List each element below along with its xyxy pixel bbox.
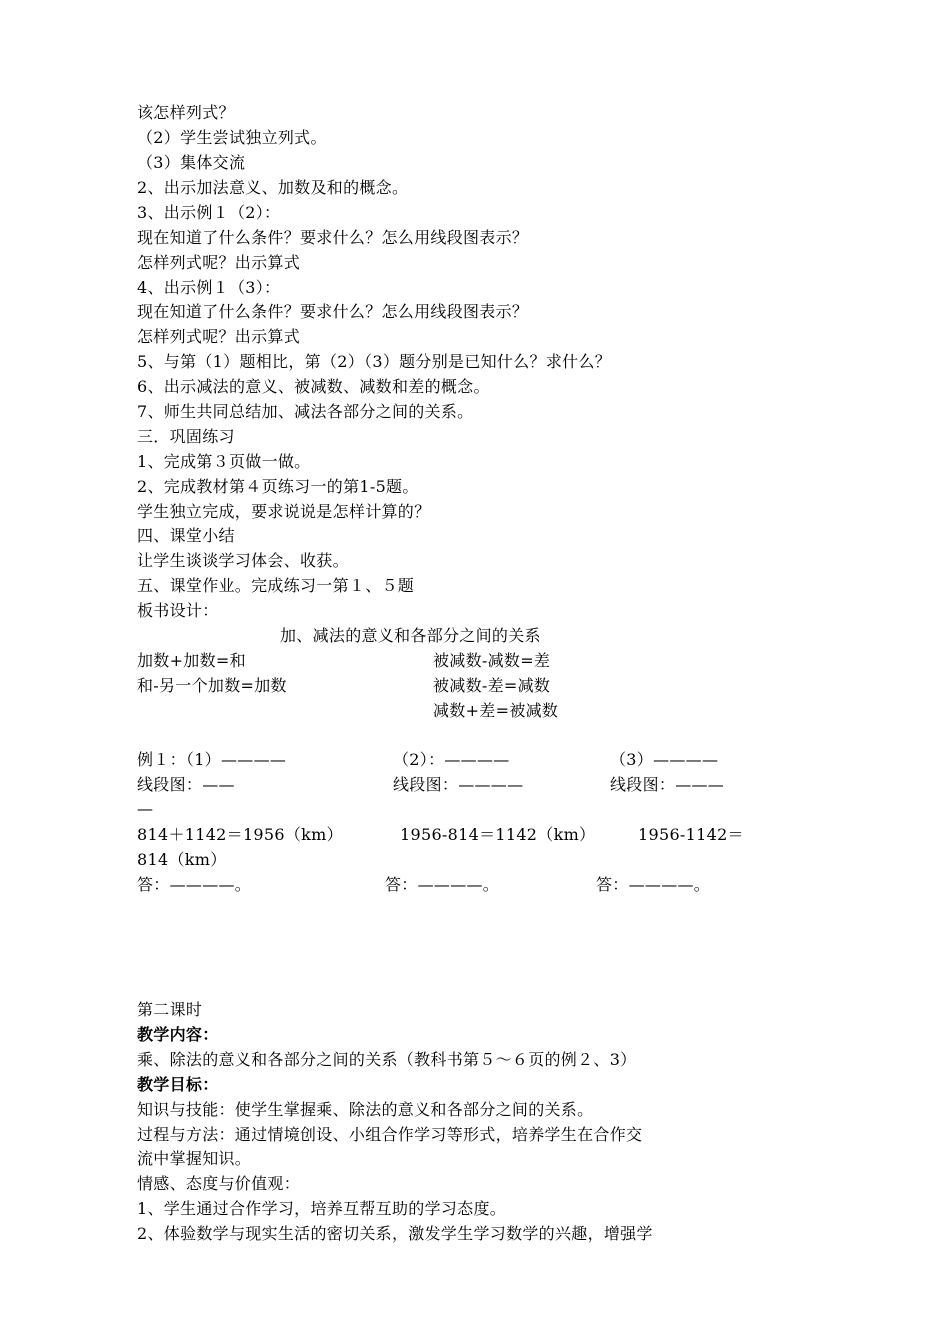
text-line: 乘、除法的意义和各部分之间的关系（教科书第５～６页的例２、3） bbox=[137, 1050, 637, 1069]
lesson-title: 第二课时 bbox=[137, 1000, 203, 1019]
segment-diagram-continuation: — bbox=[137, 799, 154, 818]
text-line: （3）集体交流 bbox=[137, 153, 246, 172]
text-line: 6、出示减法的意义、被减数、减数和差的概念。 bbox=[137, 377, 490, 396]
calculation: 1956-814＝1142（km） bbox=[400, 825, 596, 844]
calculation: 814＋1142＝1956（km） bbox=[137, 825, 343, 844]
board-formula: 被减数-减数=差 bbox=[433, 651, 551, 670]
text-line: 怎样列式呢？出示算式 bbox=[137, 327, 301, 346]
board-formula: 加数+加数=和 bbox=[137, 651, 246, 670]
text-line: 2、出示加法意义、加数及和的概念。 bbox=[137, 178, 409, 197]
example-label: 例１：（1）———— bbox=[137, 750, 287, 769]
text-line: 怎样列式呢？出示算式 bbox=[137, 253, 301, 272]
content-heading: 教学内容： bbox=[137, 1025, 219, 1044]
answer-line: 答：————。 bbox=[385, 875, 500, 894]
answer-line: 答：————。 bbox=[137, 875, 252, 894]
text-line: 1、完成第３页做一做。 bbox=[137, 452, 311, 471]
text-line: 知识与技能：使学生掌握乘、除法的意义和各部分之间的关系。 bbox=[137, 1100, 594, 1119]
text-line: 流中掌握知识。 bbox=[137, 1149, 252, 1168]
section-heading: 四、课堂小结 bbox=[137, 526, 235, 545]
board-title: 加、减法的意义和各部分之间的关系 bbox=[280, 626, 541, 645]
calculation: 1956-1142＝ bbox=[638, 825, 744, 844]
goal-heading: 教学目标： bbox=[137, 1075, 219, 1094]
text-line: 五、课堂作业。完成练习一第１、５题 bbox=[137, 576, 415, 595]
text-line: 学生独立完成，要求说说是怎样计算的？ bbox=[137, 502, 431, 521]
text-line: 过程与方法：通过情境创设、小组合作学习等形式，培养学生在合作交 bbox=[137, 1125, 643, 1144]
text-line: 该怎样列式？ bbox=[137, 103, 235, 122]
text-line: 4、出示例１（3）： bbox=[137, 278, 281, 297]
text-line: 现在知道了什么条件？要求什么？怎么用线段图表示？ bbox=[137, 302, 529, 321]
segment-diagram-label: 线段图：—— bbox=[137, 775, 235, 794]
example-label: （3）———— bbox=[610, 750, 719, 769]
text-line: 3、出示例１（2）： bbox=[137, 203, 281, 222]
text-line: 7、师生共同总结加、减法各部分之间的关系。 bbox=[137, 402, 474, 421]
calculation-continuation: 814（km） bbox=[137, 850, 227, 869]
text-line: 2、体验数学与现实生活的密切关系，激发学生学习数学的兴趣，增强学 bbox=[137, 1224, 653, 1243]
segment-diagram-label: 线段图：———— bbox=[393, 775, 524, 794]
board-formula: 减数+差=被减数 bbox=[433, 701, 559, 720]
text-line: 2、完成教材第４页练习一的第1-5题。 bbox=[137, 477, 419, 496]
board-formula: 和-另一个加数=加数 bbox=[137, 676, 287, 695]
text-line: 1、学生通过合作学习，培养互帮互助的学习态度。 bbox=[137, 1199, 507, 1218]
answer-line: 答：————。 bbox=[596, 875, 711, 894]
text-line: （2）学生尝试独立列式。 bbox=[137, 128, 327, 147]
text-line: 5、与第（1）题相比，第（2）（3）题分别是已知什么？求什么？ bbox=[137, 352, 612, 371]
text-line: 让学生谈谈学习体会、收获。 bbox=[137, 551, 349, 570]
text-line: 情感、态度与价值观： bbox=[137, 1174, 301, 1193]
board-formula: 被减数-差=减数 bbox=[433, 676, 551, 695]
example-label: （2）：———— bbox=[393, 750, 510, 769]
segment-diagram-label: 线段图：——— bbox=[610, 775, 725, 794]
text-line: 板书设计： bbox=[137, 601, 219, 620]
text-line: 现在知道了什么条件？要求什么？怎么用线段图表示？ bbox=[137, 228, 529, 247]
section-heading: 三．巩固练习 bbox=[137, 427, 235, 446]
